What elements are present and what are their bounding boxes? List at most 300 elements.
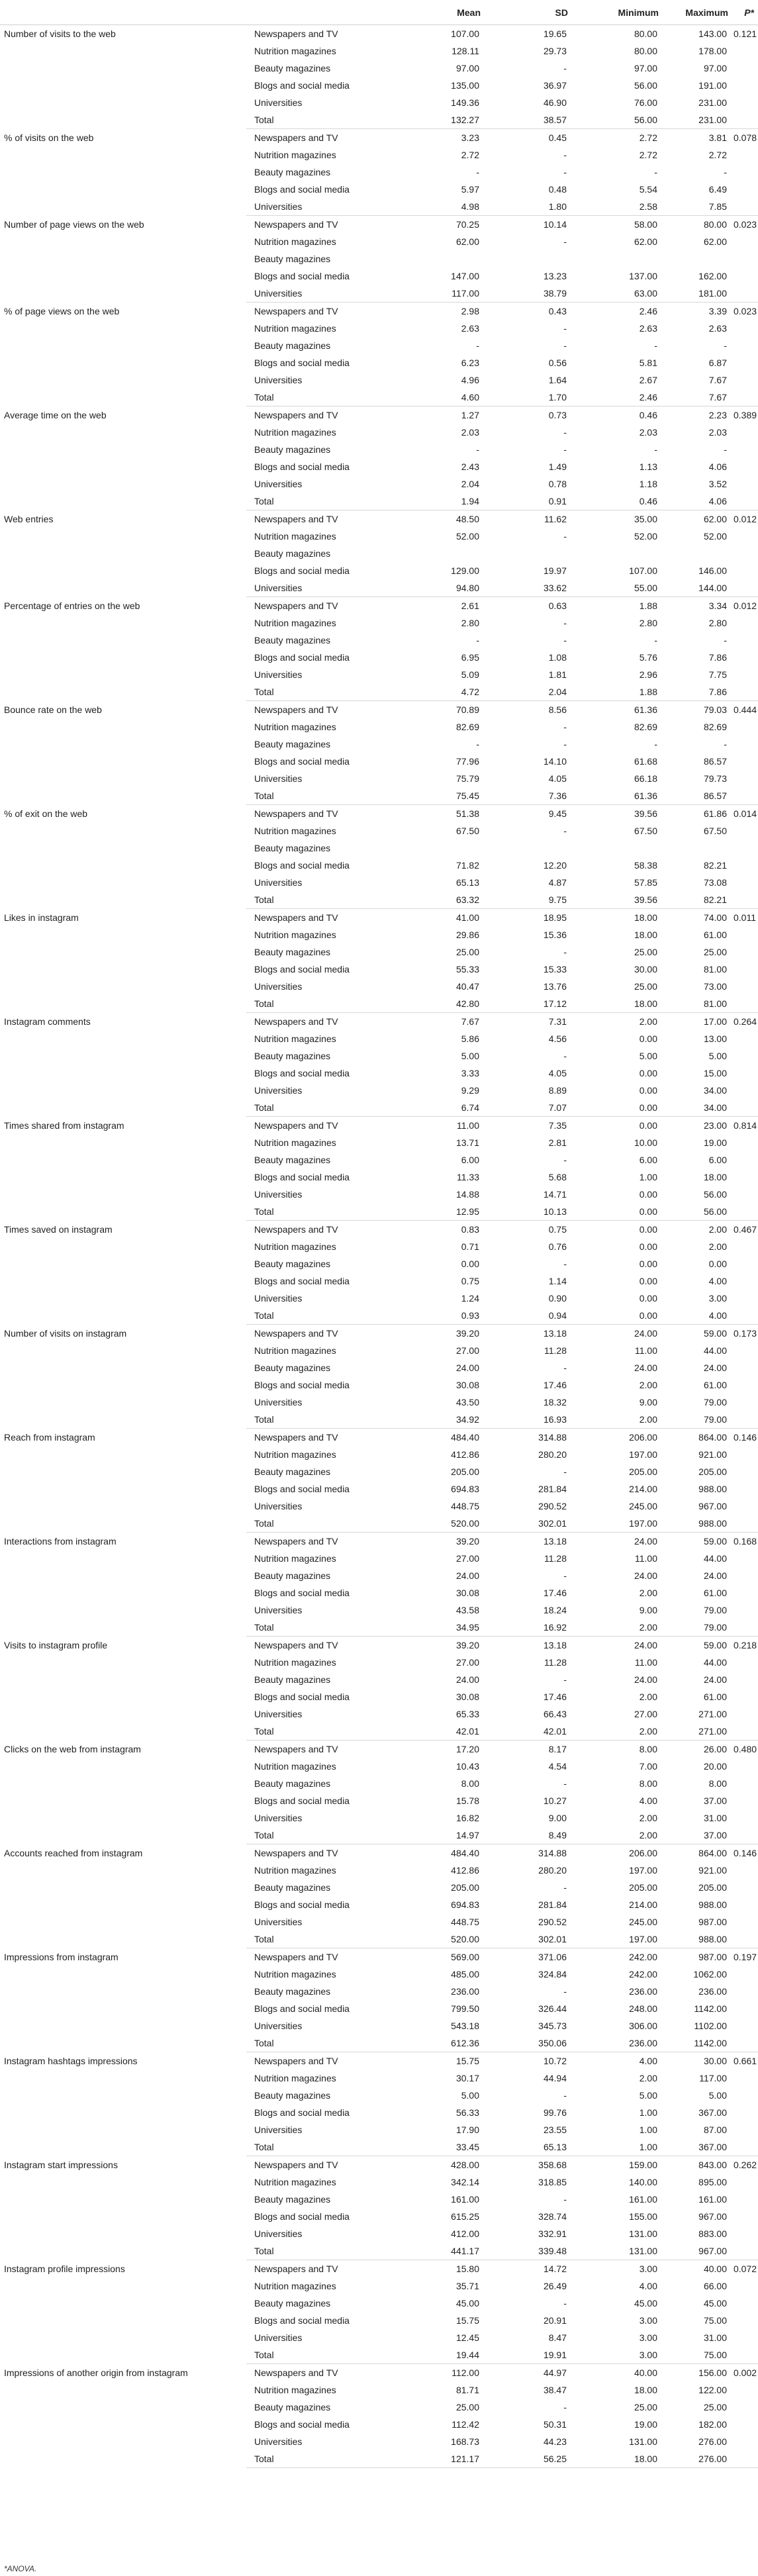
sd-value: - xyxy=(563,323,567,334)
maximum-value: 191.00 xyxy=(698,80,727,91)
sd-value: 16.93 xyxy=(483,1411,571,1429)
minimum-value: 205.00 xyxy=(629,1882,657,1893)
maximum-value: 79.03 xyxy=(703,704,727,715)
minimum-value: 18.00 xyxy=(634,2385,657,2395)
source-label: Beauty magazines xyxy=(254,843,331,853)
minimum-value: 9.00 xyxy=(639,1605,657,1615)
p-value xyxy=(731,1688,758,1705)
minimum-value xyxy=(571,839,661,857)
p-value xyxy=(731,839,758,857)
source-label: Beauty magazines xyxy=(254,1674,331,1685)
table-row xyxy=(0,1117,758,1135)
maximum-value: 988.00 xyxy=(698,1899,727,1910)
mean-value: 2.63 xyxy=(461,323,479,334)
source-label: Newspapers and TV xyxy=(254,1120,338,1131)
source-label: Newspapers and TV xyxy=(254,1016,338,1027)
maximum-value: 25.00 xyxy=(703,2402,727,2412)
mean-value: 77.96 xyxy=(455,756,479,767)
minimum-value: 1.88 xyxy=(639,600,657,611)
minimum-value: 2.46 xyxy=(571,389,661,406)
sd-value: 13.18 xyxy=(543,1640,567,1650)
p-value xyxy=(731,2433,758,2450)
source-label: Beauty magazines xyxy=(254,635,331,645)
maximum-value: 7.85 xyxy=(661,198,731,216)
source-label: Blogs and social media xyxy=(254,1068,350,1078)
sd-value: 17.12 xyxy=(483,995,571,1013)
p-value xyxy=(731,1601,758,1619)
minimum-value: 66.18 xyxy=(634,773,657,784)
sd-value: 99.76 xyxy=(543,2107,567,2118)
sd-value: 38.47 xyxy=(543,2385,567,2395)
source-label: Nutrition magazines xyxy=(254,1033,336,1044)
sd-value xyxy=(483,839,571,857)
sd-value: 4.54 xyxy=(548,1761,567,1772)
p-value xyxy=(731,2104,758,2121)
sd-value: 281.84 xyxy=(538,1484,567,1494)
maximum-value: 87.00 xyxy=(703,2124,727,2135)
mean-value: 441.17 xyxy=(385,2242,483,2260)
source-label: Nutrition magazines xyxy=(254,1761,336,1772)
maximum-value: 988.00 xyxy=(661,1931,731,1948)
p-value xyxy=(731,1151,758,1169)
p-value xyxy=(731,995,758,1013)
p-value xyxy=(731,1567,758,1584)
source-label: Total xyxy=(246,1203,385,1221)
table-row xyxy=(0,1741,758,1758)
mean-value: 205.00 xyxy=(451,1882,479,1893)
mean-value xyxy=(385,250,483,267)
source-label: Beauty magazines xyxy=(254,340,331,351)
p-value xyxy=(731,1619,758,1637)
p-value: 0.444 xyxy=(734,704,757,715)
p-value xyxy=(731,250,758,267)
mean-value: 484.40 xyxy=(451,1848,479,1858)
mean-value: 6.95 xyxy=(461,652,479,663)
p-value: 0.121 xyxy=(734,28,757,39)
variable-name: Average time on the web xyxy=(4,409,107,420)
table-row xyxy=(0,25,758,43)
mean-value: 10.43 xyxy=(455,1761,479,1772)
source-label: Nutrition magazines xyxy=(254,826,336,836)
sd-value: 29.73 xyxy=(543,46,567,56)
p-value xyxy=(731,1671,758,1688)
source-label: Total xyxy=(246,1515,385,1533)
sd-value: 9.00 xyxy=(548,1813,567,1823)
p-value xyxy=(731,1065,758,1082)
mean-value: 520.00 xyxy=(385,1931,483,1948)
maximum-value: 37.00 xyxy=(703,1795,727,1806)
sd-value: 314.88 xyxy=(538,1848,567,1858)
minimum-value: 242.00 xyxy=(629,1952,657,1962)
p-value: 0.264 xyxy=(734,1016,757,1027)
mean-value: 8.00 xyxy=(461,1778,479,1789)
minimum-value: 18.00 xyxy=(634,930,657,940)
maximum-value: 74.00 xyxy=(703,912,727,923)
minimum-value: 2.72 xyxy=(639,132,657,143)
maximum-value: 3.81 xyxy=(708,132,727,143)
maximum-value: 52.00 xyxy=(703,531,727,542)
mean-value: 51.38 xyxy=(455,808,479,819)
maximum-value: 62.00 xyxy=(703,514,727,524)
source-label: Newspapers and TV xyxy=(254,912,338,923)
minimum-value: 1.18 xyxy=(639,479,657,489)
maximum-value: 156.00 xyxy=(698,2367,727,2378)
minimum-value: 0.00 xyxy=(639,1276,657,1286)
source-label: Newspapers and TV xyxy=(254,132,338,143)
maximum-value: 2.00 xyxy=(708,1241,727,1252)
p-value xyxy=(731,1879,758,1896)
mean-value: 149.36 xyxy=(451,97,479,108)
maximum-value: 73.08 xyxy=(703,877,727,888)
source-label: Newspapers and TV xyxy=(254,219,338,230)
p-value xyxy=(731,1186,758,1203)
minimum-value: 18.00 xyxy=(634,912,657,923)
source-label: Blogs and social media xyxy=(254,1692,350,1702)
mean-value: 236.00 xyxy=(451,1986,479,1997)
mean-value: 132.27 xyxy=(385,111,483,129)
mean-value: 5.00 xyxy=(461,1051,479,1061)
sd-value: - xyxy=(563,1259,567,1269)
minimum-value: 61.36 xyxy=(634,704,657,715)
maximum-value: 24.00 xyxy=(703,1570,727,1581)
source-label: Beauty magazines xyxy=(254,1362,331,1373)
p-value xyxy=(731,1238,758,1255)
source-label: Newspapers and TV xyxy=(254,410,338,420)
sd-value: 10.27 xyxy=(543,1795,567,1806)
header-sd: SD xyxy=(483,0,571,25)
mean-value: 75.79 xyxy=(455,773,479,784)
p-value xyxy=(731,770,758,787)
minimum-value: 0.46 xyxy=(639,410,657,420)
minimum-value: 24.00 xyxy=(634,1570,657,1581)
minimum-value: 62.00 xyxy=(634,236,657,247)
sd-value: 14.71 xyxy=(543,1189,567,1200)
mean-value: 30.08 xyxy=(455,1692,479,1702)
p-value xyxy=(731,1463,758,1480)
maximum-value: 81.00 xyxy=(703,964,727,975)
maximum-value: 271.00 xyxy=(698,1709,727,1719)
maximum-value: 75.00 xyxy=(703,2315,727,2326)
minimum-value: 3.00 xyxy=(571,2346,661,2364)
source-label: Universities xyxy=(254,2228,303,2239)
sd-value: 13.76 xyxy=(543,981,567,992)
mean-value: 615.25 xyxy=(451,2211,479,2222)
mean-value: 161.00 xyxy=(451,2194,479,2205)
maximum-value: 921.00 xyxy=(698,1865,727,1876)
maximum-value: 276.00 xyxy=(661,2450,731,2468)
maximum-value: 79.00 xyxy=(703,1397,727,1407)
maximum-value: 44.00 xyxy=(703,1345,727,1356)
table-row xyxy=(0,1948,758,1966)
variable-name: Likes in instagram xyxy=(4,912,79,923)
sd-value: - xyxy=(563,531,567,542)
mean-value: 484.40 xyxy=(451,1432,479,1443)
mean-value: 34.92 xyxy=(385,1411,483,1429)
mean-value: 63.32 xyxy=(385,891,483,909)
source-label: Total xyxy=(246,111,385,129)
minimum-value: 39.56 xyxy=(571,891,661,909)
mean-value: 16.82 xyxy=(455,1813,479,1823)
maximum-value: 1062.00 xyxy=(693,1969,727,1980)
maximum-value: 37.00 xyxy=(661,1827,731,1844)
mean-value: 34.95 xyxy=(385,1619,483,1637)
source-label: Newspapers and TV xyxy=(254,1432,338,1443)
minimum-value: 3.00 xyxy=(639,2315,657,2326)
p-value xyxy=(731,736,758,753)
maximum-value: - xyxy=(724,340,727,351)
maximum-value: 236.00 xyxy=(698,1986,727,1997)
mean-value: 39.20 xyxy=(455,1640,479,1650)
sd-value: - xyxy=(563,2194,567,2205)
p-value xyxy=(731,60,758,77)
mean-value: 412.86 xyxy=(451,1449,479,1460)
mean-value: 17.90 xyxy=(455,2124,479,2135)
maximum-value: 20.00 xyxy=(703,1761,727,1772)
p-value xyxy=(731,2381,758,2399)
minimum-value: 0.00 xyxy=(639,1241,657,1252)
variable-name: Number of visits to the web xyxy=(4,28,116,39)
source-label: Newspapers and TV xyxy=(254,2160,338,2170)
minimum-value: 197.00 xyxy=(629,1449,657,1460)
source-label: Newspapers and TV xyxy=(254,808,338,819)
source-label: Universities xyxy=(254,1189,303,1200)
maximum-value: 86.57 xyxy=(703,756,727,767)
mean-value: 13.71 xyxy=(455,1137,479,1148)
maximum-value: 921.00 xyxy=(698,1449,727,1460)
variable-name: Visits to instagram profile xyxy=(4,1639,108,1650)
sd-value: 20.91 xyxy=(543,2315,567,2326)
source-label: Universities xyxy=(254,669,303,680)
source-label: Total xyxy=(246,1619,385,1637)
p-value xyxy=(731,1862,758,1879)
sd-value: 44.94 xyxy=(543,2073,567,2083)
mean-value: 520.00 xyxy=(385,1515,483,1533)
p-value: 0.480 xyxy=(734,1744,757,1754)
maximum-value: 79.00 xyxy=(661,1619,731,1637)
mean-value: 694.83 xyxy=(451,1484,479,1494)
maximum-value: 82.21 xyxy=(661,891,731,909)
p-value: 0.814 xyxy=(734,1120,757,1131)
maximum-value: 30.00 xyxy=(703,2056,727,2066)
header-mean: Mean xyxy=(385,0,483,25)
variable-name: Reach from instagram xyxy=(4,1431,95,1443)
p-value xyxy=(731,320,758,337)
sd-value: - xyxy=(563,2402,567,2412)
source-label: Nutrition magazines xyxy=(254,1553,336,1564)
maximum-value: 367.00 xyxy=(661,2138,731,2156)
source-label: Nutrition magazines xyxy=(254,1345,336,1356)
maximum-value: 0.00 xyxy=(708,1259,727,1269)
mean-value: 55.33 xyxy=(455,964,479,975)
sd-value: 14.72 xyxy=(543,2264,567,2274)
source-label: Nutrition magazines xyxy=(254,722,336,732)
minimum-value: 40.00 xyxy=(634,2367,657,2378)
maximum-value: 146.00 xyxy=(698,565,727,576)
sd-value: 13.18 xyxy=(543,1536,567,1547)
maximum-value: 2.63 xyxy=(708,323,727,334)
maximum-value: 144.00 xyxy=(661,579,731,597)
source-label: Universities xyxy=(246,285,385,303)
maximum-value: 61.00 xyxy=(703,1380,727,1390)
maximum-value: 367.00 xyxy=(698,2107,727,2118)
sd-value: 350.06 xyxy=(483,2034,571,2052)
mean-value: 2.03 xyxy=(461,427,479,438)
maximum-value: 6.00 xyxy=(708,1155,727,1165)
p-value xyxy=(731,666,758,683)
maximum-value: 75.00 xyxy=(661,2346,731,2364)
sd-value: 65.13 xyxy=(483,2138,571,2156)
variable-name: Number of page views on the web xyxy=(4,218,144,230)
mean-value: 6.74 xyxy=(385,1099,483,1117)
mean-value: 42.01 xyxy=(385,1723,483,1741)
source-label: Blogs and social media xyxy=(254,565,350,576)
sd-value: 0.45 xyxy=(548,132,567,143)
maximum-value: 122.00 xyxy=(698,2385,727,2395)
p-value xyxy=(731,1411,758,1429)
mean-value: 81.71 xyxy=(455,2385,479,2395)
p-value xyxy=(731,978,758,995)
p-value: 0.012 xyxy=(734,514,757,524)
minimum-value: 56.00 xyxy=(634,80,657,91)
table-header-row xyxy=(0,0,758,25)
minimum-value: 1.00 xyxy=(639,2107,657,2118)
variable-name: Accounts reached from instagram xyxy=(4,1847,143,1858)
minimum-value: 2.03 xyxy=(639,427,657,438)
source-label: Beauty magazines xyxy=(254,444,331,455)
source-label: Newspapers and TV xyxy=(254,1536,338,1547)
p-value xyxy=(731,1030,758,1047)
mean-value: 43.58 xyxy=(455,1605,479,1615)
mean-value: 448.75 xyxy=(451,1501,479,1511)
source-label: Universities xyxy=(246,579,385,597)
variable-name: Instagram profile impressions xyxy=(4,2263,125,2274)
p-value: 0.197 xyxy=(734,1952,757,1962)
p-value xyxy=(731,441,758,458)
p-value xyxy=(731,614,758,632)
mean-value xyxy=(385,545,483,562)
table-footnote: *ANOVA. xyxy=(4,2564,37,2573)
variable-name: Clicks on the web from instagram xyxy=(4,1743,141,1754)
minimum-value: 131.00 xyxy=(571,2242,661,2260)
minimum-value: 0.00 xyxy=(639,1085,657,1096)
mean-value: 65.33 xyxy=(455,1709,479,1719)
minimum-value: 5.00 xyxy=(639,1051,657,1061)
p-value xyxy=(731,2070,758,2087)
source-label: Total xyxy=(246,2346,385,2364)
maximum-value: 59.00 xyxy=(703,1640,727,1650)
source-label: Universities xyxy=(254,1501,303,1511)
minimum-value: 245.00 xyxy=(629,1501,657,1511)
mean-value: 0.00 xyxy=(461,1259,479,1269)
p-value: 0.014 xyxy=(734,808,757,819)
maximum-value: 81.00 xyxy=(661,995,731,1013)
mean-value: 24.00 xyxy=(455,1362,479,1373)
sd-value: 1.64 xyxy=(548,375,567,385)
variable-name: % of page views on the web xyxy=(4,305,120,316)
mean-value: 1.24 xyxy=(461,1293,479,1304)
minimum-value: 2.00 xyxy=(571,1619,661,1637)
minimum-value: 30.00 xyxy=(634,964,657,975)
minimum-value: 1.00 xyxy=(639,1172,657,1182)
mean-value: 97.00 xyxy=(455,63,479,73)
source-label: Universities xyxy=(254,1709,303,1719)
source-label: Universities xyxy=(254,97,303,108)
sd-value: 0.48 xyxy=(548,184,567,195)
p-value xyxy=(731,1723,758,1741)
maximum-value: 62.00 xyxy=(703,236,727,247)
source-label: Blogs and social media xyxy=(254,271,350,281)
p-value xyxy=(731,874,758,891)
maximum-value: 86.57 xyxy=(661,787,731,805)
mean-value: 112.00 xyxy=(451,2367,479,2378)
maximum-value: 23.00 xyxy=(703,1120,727,1131)
p-value xyxy=(731,2225,758,2242)
source-label: Beauty magazines xyxy=(254,947,331,957)
minimum-value: 2.00 xyxy=(639,1380,657,1390)
p-value: 0.023 xyxy=(734,306,757,316)
minimum-value: 56.00 xyxy=(571,111,661,129)
maximum-value: - xyxy=(724,167,727,177)
variable-name: Percentage of entries on the web xyxy=(4,600,140,611)
mean-value: 35.71 xyxy=(455,2281,479,2291)
mean-value: 2.61 xyxy=(461,600,479,611)
sd-value: 10.72 xyxy=(543,2056,567,2066)
minimum-value: 8.00 xyxy=(639,1778,657,1789)
sd-value: 5.68 xyxy=(548,1172,567,1182)
source-label: Universities xyxy=(254,2021,303,2031)
minimum-value: 236.00 xyxy=(629,1986,657,1997)
minimum-value: 24.00 xyxy=(634,1674,657,1685)
maximum-value: 143.00 xyxy=(698,28,727,39)
source-label: Nutrition magazines xyxy=(254,618,336,628)
minimum-value: 67.50 xyxy=(634,826,657,836)
p-value xyxy=(731,337,758,354)
maximum-value: 44.00 xyxy=(703,1553,727,1564)
sd-value: 15.36 xyxy=(543,930,567,940)
minimum-value: 9.00 xyxy=(639,1397,657,1407)
mean-value: 30.08 xyxy=(455,1380,479,1390)
p-value xyxy=(731,111,758,129)
mean-value: 7.67 xyxy=(461,1016,479,1027)
sd-value: 38.57 xyxy=(483,111,571,129)
variable-name: Instagram hashtags impressions xyxy=(4,2055,138,2066)
sd-value: 10.13 xyxy=(483,1203,571,1221)
p-value xyxy=(731,1550,758,1567)
p-value xyxy=(731,1342,758,1359)
minimum-value: 0.46 xyxy=(571,493,661,510)
mean-value: 4.96 xyxy=(461,375,479,385)
minimum-value: 0.00 xyxy=(639,1189,657,1200)
source-label: Blogs and social media xyxy=(254,2211,350,2222)
variable-name: Times saved on instagram xyxy=(4,1223,113,1235)
source-label: Blogs and social media xyxy=(254,964,350,975)
mean-value: 30.17 xyxy=(455,2073,479,2083)
mean-value: 43.50 xyxy=(455,1397,479,1407)
mean-value: 107.00 xyxy=(451,28,479,39)
minimum-value: 3.00 xyxy=(639,2332,657,2343)
minimum-value: 52.00 xyxy=(634,531,657,542)
minimum-value: 2.00 xyxy=(639,1813,657,1823)
p-value: 0.023 xyxy=(734,219,757,230)
source-label: Beauty magazines xyxy=(254,63,331,73)
source-label: Universities xyxy=(254,1293,303,1304)
sd-value: - xyxy=(563,618,567,628)
source-label: Total xyxy=(246,1307,385,1325)
table-row xyxy=(0,1013,758,1031)
source-label: Nutrition magazines xyxy=(254,323,336,334)
minimum-value: 2.72 xyxy=(639,150,657,160)
p-value xyxy=(731,562,758,579)
